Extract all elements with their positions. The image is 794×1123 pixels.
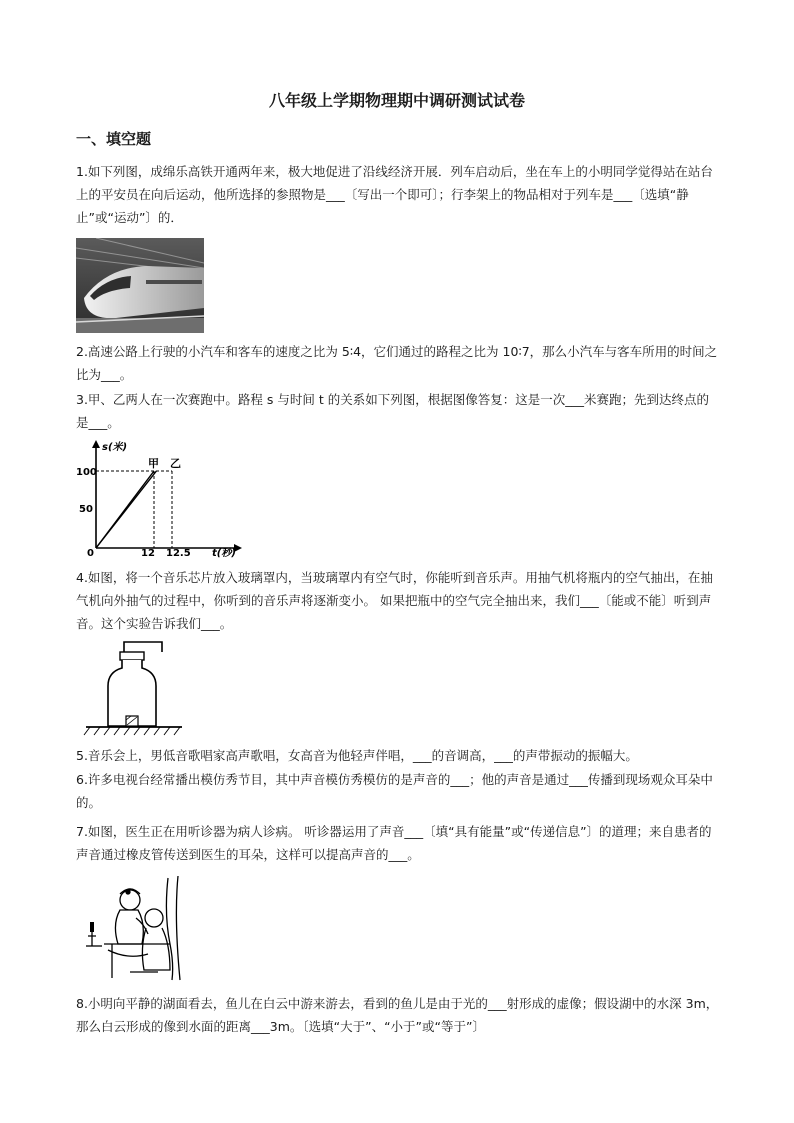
page-title: 八年级上学期物理期中调研测试试卷 <box>268 91 525 110</box>
question-5: 5.音乐会上，男低音歌唱家高声歌唱，女高音为他轻声伴唱，___的音调高，___的声带振动的振幅大。 <box>76 748 638 763</box>
section-heading: 一、填空题 <box>76 130 152 148</box>
y-axis-arrow <box>92 440 100 448</box>
series-label-jia: 甲 <box>148 457 159 470</box>
y-axis-label: s(米) <box>102 442 128 453</box>
stethoscope-illustration <box>78 874 184 982</box>
origin-label: 0 <box>87 548 94 559</box>
x-axis-label: t(秒) <box>212 548 236 559</box>
distance-time-graph <box>74 438 254 560</box>
question-8: 8.小明向平静的湖面看去，鱼儿在白云中游来游去，看到的鱼儿是由于光的___射形成的虚像；假设湖中的水深 3m，那么白云形成的像到水面的距离___3m。〔选填“大于”、“小于”或“等于”〕 <box>76 996 719 1034</box>
train-photo <box>76 238 204 333</box>
bell-jar-figure <box>76 640 188 738</box>
question-3: 3.甲、乙两人在一次赛跑中。路程 s 与时间 t 的关系如下列图，根据图像答复：这是一次___米赛跑；先到达终点的是___。 <box>76 392 709 430</box>
question-7: 7.如图，医生正在用听诊器为病人诊病。 听诊器运用了声音___〔填“具有能量”或“传递信息”〕的道理；来自患者的声音通过橡皮管传送到医生的耳朵，这样可以提高声音的___。 <box>76 824 712 862</box>
series-label-yi: 乙 <box>170 457 181 470</box>
question-4: 4.如图，将一个音乐芯片放入玻璃罩内，当玻璃罩内有空气时，你能听到音乐声。用抽气机将瓶内的空气抽出，在抽气机向外抽气的过程中，你听到的音乐声将逐渐变小。 如果把瓶中的空气完全抽出来，我们___〔能或不能〕听到声音。这个实验告诉我们___。 <box>76 570 713 631</box>
question-6: 6.许多电视台经常播出模仿秀节目，其中声音模仿秀模仿的是声音的___；他的声音是通过___传播到现场观众耳朵中的。 <box>76 772 713 810</box>
series-line-yi <box>96 471 156 548</box>
x-tick-12: 12 <box>141 548 155 559</box>
x-tick-12-5: 12.5 <box>166 548 191 559</box>
question-2: 2.高速公路上行驶的小汽车和客车的速度之比为 5∶4，它们通过的路程之比为 10∶7，那么小汽车与客车所用的时间之比为___。 <box>76 344 718 382</box>
question-1: 1.如下列图，成绵乐高铁开通两年来，极大地促进了沿线经济开展．列车启动后，坐在车上的小明同学觉得站在站台上的平安员在向后运动，他所选择的参照物是___〔写出一个即可〕；行李架上的物品相对于列车是___〔选填“静止”或“运动”〕的． <box>76 164 713 225</box>
y-tick-100: 100 <box>76 467 97 478</box>
y-tick-50: 50 <box>79 504 93 515</box>
